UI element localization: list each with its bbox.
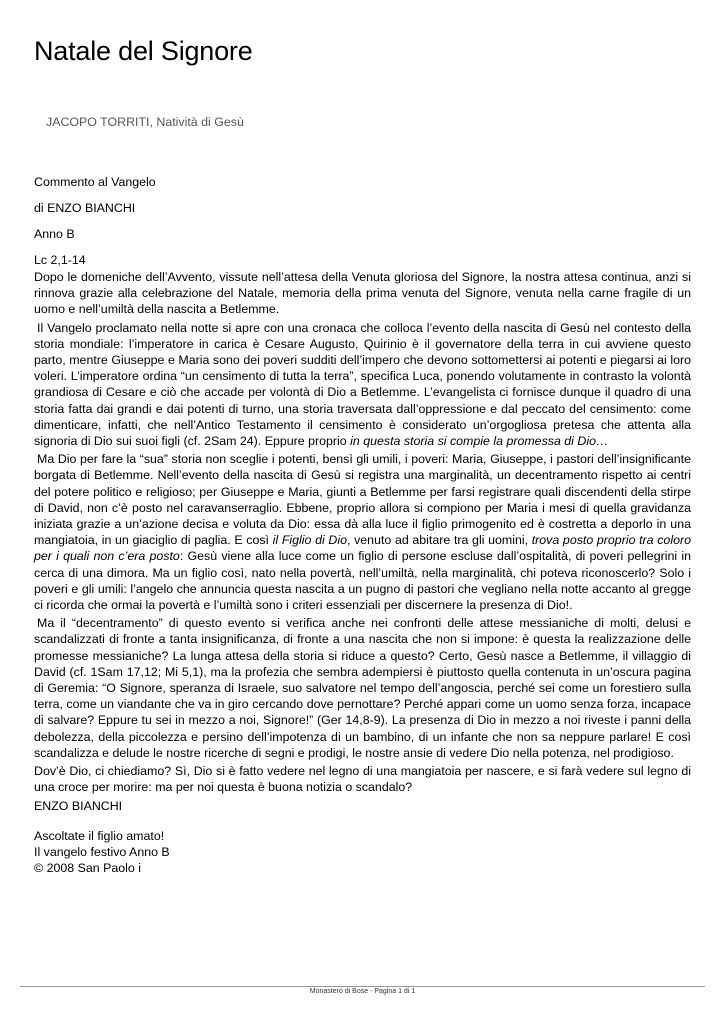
gospel-reference: Lc 2,1-14 xyxy=(34,253,86,267)
liturgical-year: Anno B xyxy=(34,227,75,241)
paragraph-2: Il Vangelo proclamato nella notte si apre con una cronaca che colloca l’evento della nascita di Gesù nel contesto della storia mondiale: l’imperatore in carica è Cesare Augusto, Quirinio è il governatore della terra in cui avviene questo parto, mentre Giuseppe e Maria sono dei poveri sudditi dell’impero che devono sottomettersi ai potenti e piegarsi ai loro voleri. L’imperatore ordina “un censimento di tutta la terra”, specifica Luca, ponendo volutamente in contrasto la volontà grandiosa di Cesare e ciò che accade per volontà di Dio a Betlemme. L’evangelista ci fornisce dunque il quadro di una storia fatta dai grandi e dai potenti di turno, una storia traversata dall’oppressione e dal peccato del censimento: come dimenticare, infatti, che nell’Antico Testamento il censimento è considerato un’orgogliosa pretesa che attenta alla signoria di Dio sui suoi figli (cf. 2Sam 24). Eppure proprio in questa storia si compie la promessa di Dio… xyxy=(34,320,691,449)
commento-label: Commento al Vangelo xyxy=(34,175,156,189)
paragraph-3: Ma Dio per fare la “sua” storia non sceglie i potenti, bensì gli umili, i poveri: Maria, Giuseppe, i pastori dell’insignificante borgata di Betlemme. Nell’evento della nascita di Gesù si registra una marginalità, un decentramento rispetto ai centri del potere politico e religioso; per Giuseppe e Maria, giunti a Betlemme per farsi registrare quali discendenti della stirpe di David, non c’è posto nel caravanserraglio. Ebbene, proprio allora si compiono per Maria i mesi di quella gravidanza iniziata grazie a un’azione decisa e voluta da Dio: essa dà alla luce il figlio primogenito ed è costretta a deporlo in una mangiatoia, in un giaciglio di paglia. E così il Figlio di Dio, venuto ad abitare tra gli uomini, trova posto proprio tra coloro per i quali non c’era posto: Gesù viene alla luce come un figlio di persone escluse dall’ospitalità, di poveri pellegrini in cerca di una dimora. Ma un figlio così, nato nella povertà, nell’umiltà, nella marginalità, chi poteva riconoscerlo? Solo i poveri e gli umili: l’angelo che annuncia questa nascita a un pugno di pastori che vegliano nella notte accanto al gregge ci ricorda che ormai la povertà e l’umiltà sono i criteri essenziali per discernere la presenza di Dio!. xyxy=(34,452,691,613)
author-signature: ENZO BIANCHI xyxy=(34,798,123,813)
credits-subtitle: Il vangelo festivo Anno B xyxy=(34,844,170,859)
article-body xyxy=(34,269,691,876)
paragraph-4: Ma il “decentramento” di questo evento si verifica anche nei confronti delle attese messianiche di molti, delusi e scandalizzati di fronte a tanta insignificanza, di fronte a una nascita che non si impone: è questa la realizzazione delle promesse messianiche? La lunga attesa della storia si riduce a questo? Certo, Gesù nasce a Betlemme, il villaggio di David (cf. 1Sam 17,12; Mi 5,1), ma la profezia che sembra adempiersi è piuttosto quella contenuta in un’oscura pagina di Geremia: “O Signore, speranza di Israele, suo salvatore nel tempo dell’angoscia, perché sei come un forestiero sulla terra, come un viandante che va in giro cercando dove pernottare? Perché appari come un uomo senza forza, incapace di salvare? Eppure tu sei in mezzo a noi, Signore!” (Ger 14,8-9). La presenza di Dio in mezzo a noi riveste i panni della debolezza, della piccolezza e persino dell’impotenza di un bambino, di un infante che non sa neppure parlare! E così scandalizza e delude le nostre ricerche di segni e prodigi, le nostre ansie di vedere Dio nella potenza, nel prodigioso. xyxy=(34,616,691,760)
emphasis: in questa storia si compie la promessa di Dio… xyxy=(350,434,609,449)
emphasis: trova posto proprio tra coloro per i quali non c’era posto xyxy=(34,533,691,564)
footer-divider xyxy=(20,986,705,987)
emphasis: il Figlio di Dio xyxy=(272,533,347,548)
author-line: di ENZO BIANCHI xyxy=(34,201,136,215)
paragraph-5: Dov’è Dio, ci chiediamo? Sì, Dio si è fatto vedere nel legno di una mangiatoia per nascere, e si farà vedere sul legno di una croce per morire: ma per noi questa è buona notizia o scandalo? xyxy=(34,764,691,795)
credits xyxy=(34,828,691,876)
credits-book-title: Ascoltate il figlio amato! xyxy=(34,828,165,843)
page-footer: Monastero di Bose - Pagina 1 di 1 xyxy=(309,988,416,995)
paragraph-1: Dopo le domeniche dell’Avvento, vissute nell’attesa della Venuta gloriosa del Signore, la nostra attesa continua, anzi si rinnova grazie alla celebrazione del Natale, memoria della prima venuta del Signore, venuta nella carne fragile di un uomo e nell’umiltà della nascita a Betlemme. xyxy=(34,270,691,317)
page-title: Natale del Signore xyxy=(34,36,253,66)
credits-copyright: © 2008 San Paolo i xyxy=(34,860,141,875)
image-caption: JACOPO TORRITI, Natività di Gesù xyxy=(46,115,244,129)
